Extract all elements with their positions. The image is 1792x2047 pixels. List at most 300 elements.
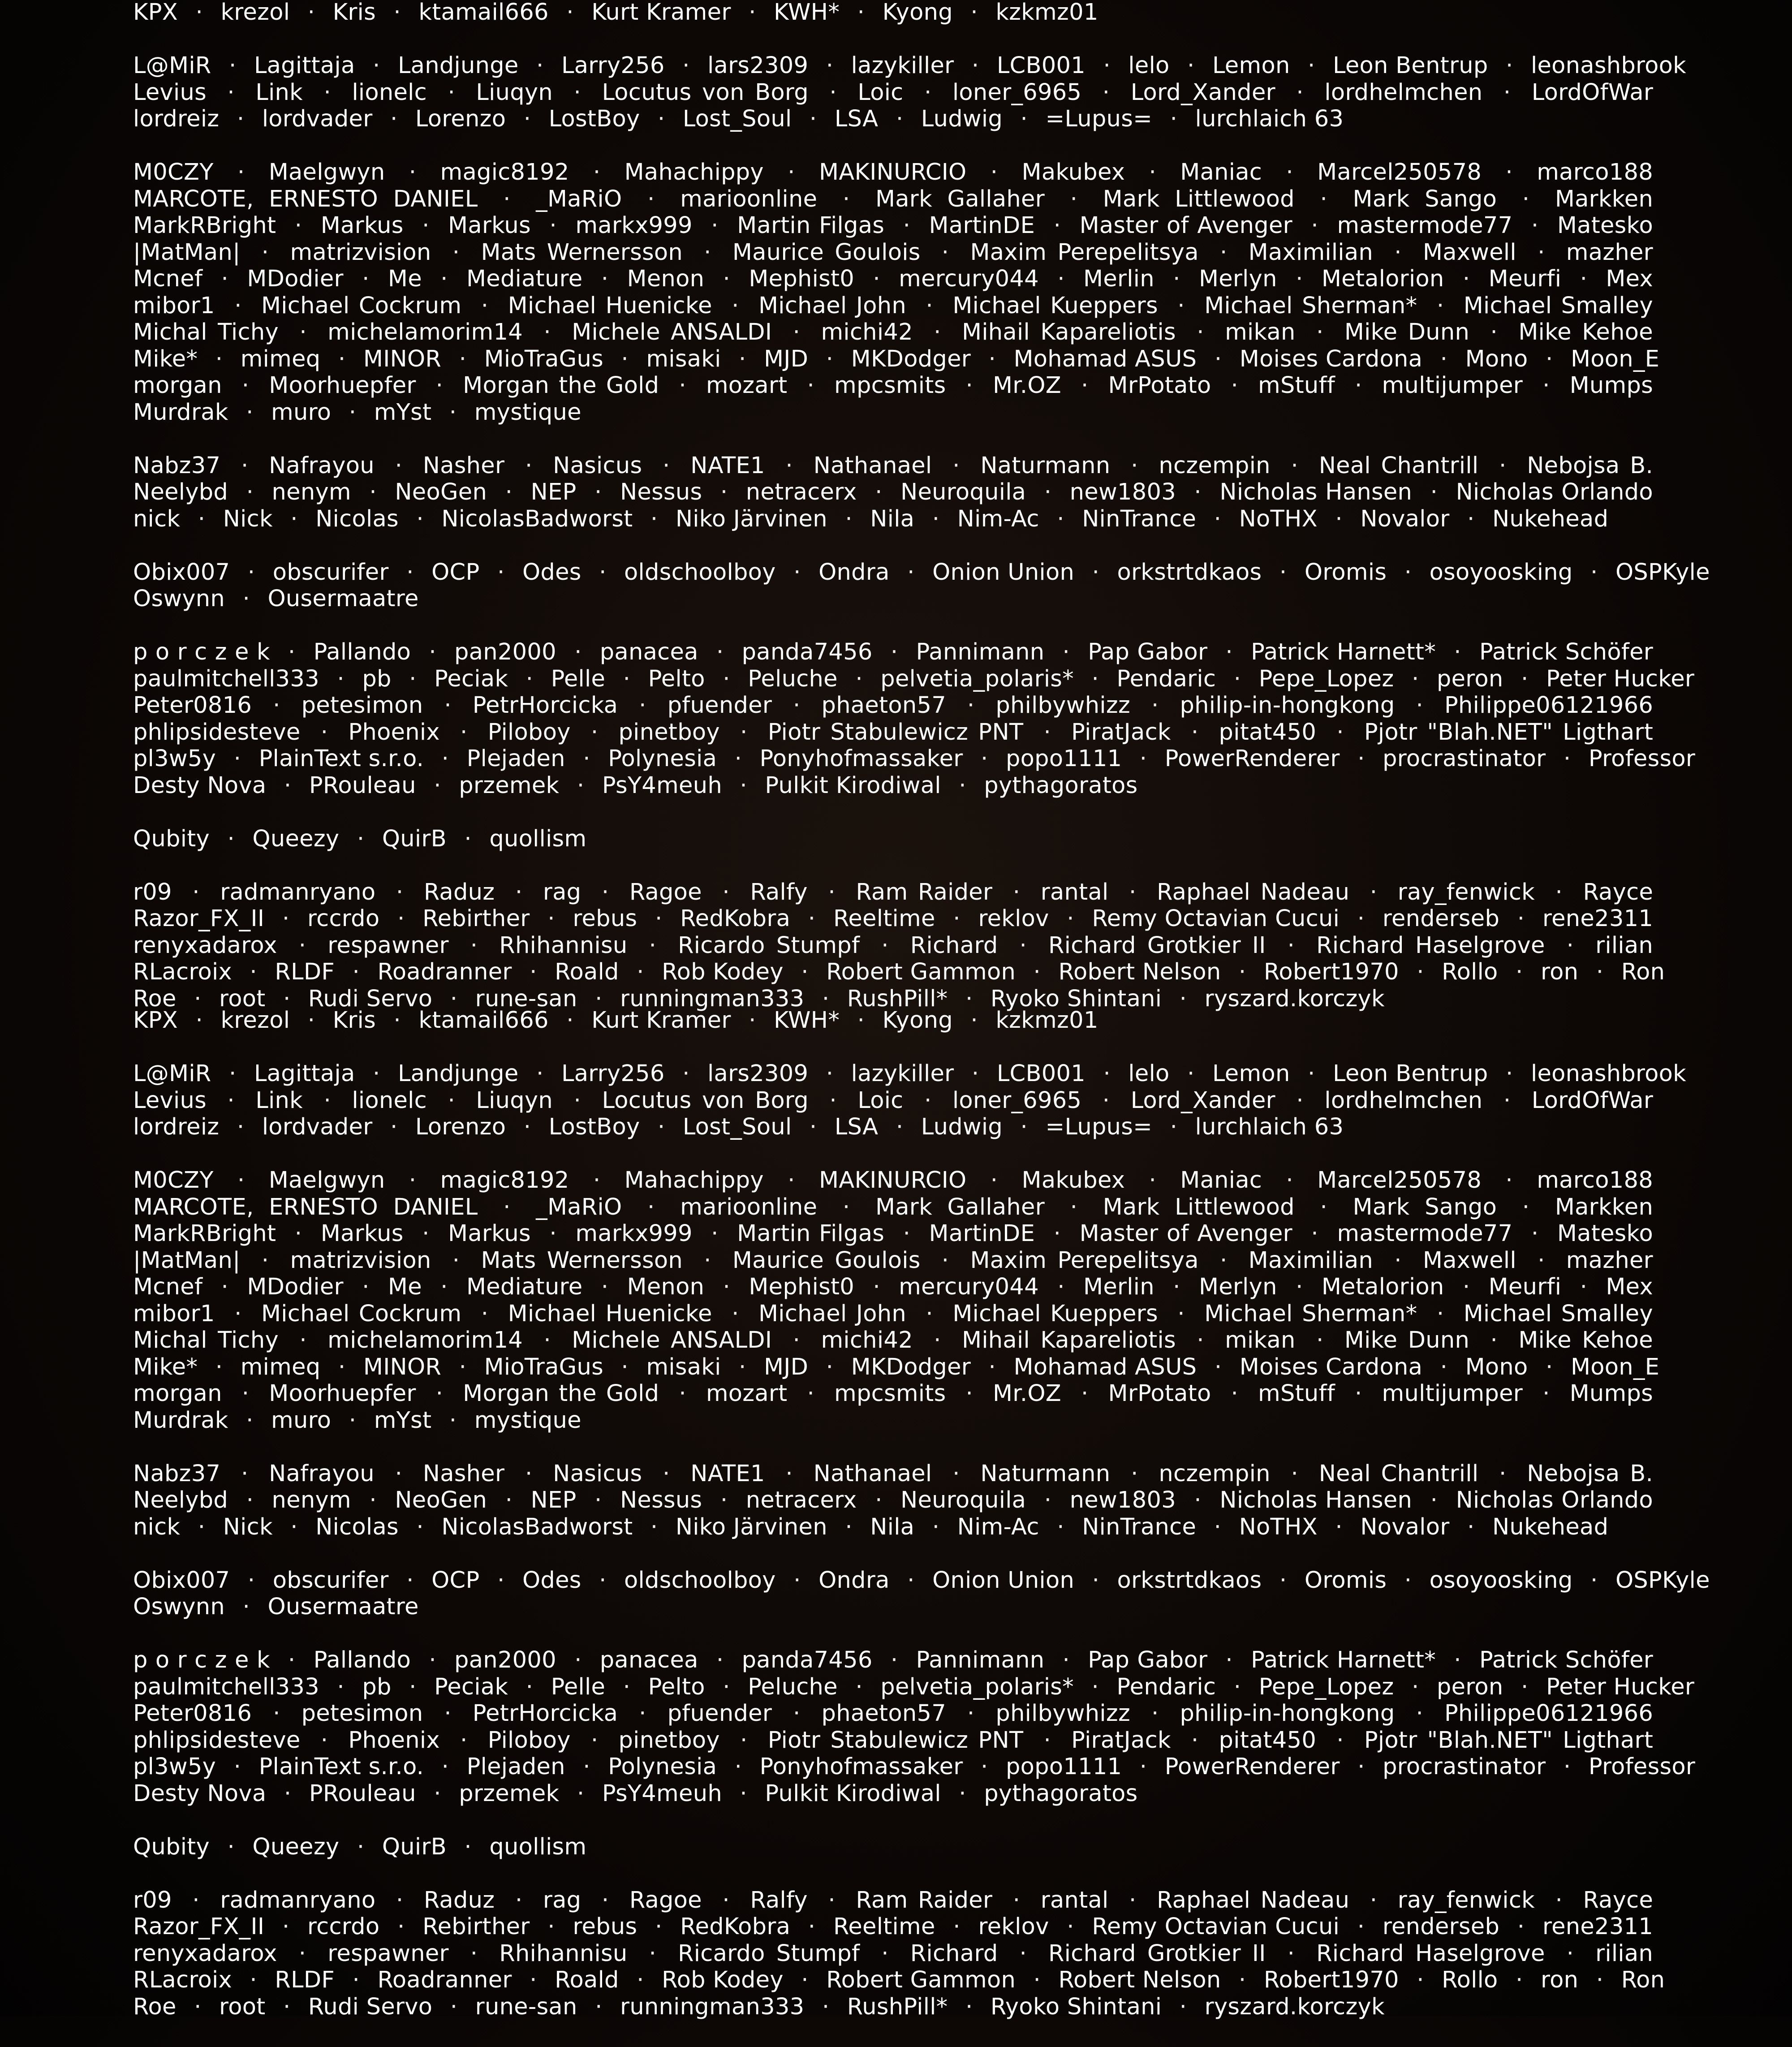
name-separator: · [192,1887,200,1913]
name-separator: · [873,266,880,292]
name-separator: · [809,1114,817,1140]
name-separator: · [637,1967,644,1993]
contributor-name: Pepe_Lopez [1258,1673,1394,1700]
contributor-name: OCP [431,559,480,586]
contributor-name: reklov [978,905,1049,932]
credit-line [133,1247,1653,1274]
name-separator: · [1517,1913,1525,1940]
name-separator: · [809,106,817,132]
name-separator: · [536,52,544,79]
name-separator: · [1521,665,1529,692]
name-separator: · [842,1194,850,1220]
name-separator: · [822,985,830,1012]
contributor-name: Rudi Servo [308,1993,433,2020]
credit-line [133,1487,1653,1514]
contributor-name: Mike* [133,345,198,372]
contributor-name: lurchlaich 63 [1195,1114,1344,1140]
name-separator: · [246,1407,254,1434]
name-separator: · [192,879,200,905]
name-separator: · [349,1407,357,1434]
name-separator: · [1057,1274,1065,1300]
contributor-name: pl3w5y [133,1754,216,1780]
contributor-name: Michael Smalley [1463,292,1653,319]
name-separator: · [1103,1060,1111,1087]
name-separator: · [503,185,511,212]
contributor-name: Onion Union [932,559,1075,586]
name-separator: · [435,1380,444,1407]
contributor-name: Nebojsa B. [1527,452,1653,479]
name-separator: · [299,1327,307,1353]
contributor-name: ryszard.korczyk [1204,985,1385,1012]
contributor-name: paulmitchell333 [133,665,319,692]
name-separator: · [990,159,998,185]
name-separator: · [1149,1167,1157,1194]
name-separator: · [1555,879,1563,905]
contributor-name: marco188 [1537,159,1653,185]
name-separator: · [1214,505,1222,532]
contributor-name: Pulkit Kirodiwal [765,772,941,799]
contributor-name: Moorhuepfer [269,372,416,399]
credit-line [133,665,1695,693]
credit-line [133,52,1686,79]
name-separator: · [362,1274,370,1300]
contributor-name: Pallando [313,639,411,665]
name-separator: · [406,559,414,586]
contributor-name: Piloboy [487,719,571,746]
name-separator: · [1296,266,1303,292]
name-separator: · [941,1247,949,1274]
contributor-name: Pjotr "Blah.NET" Ligthart [1364,1727,1654,1754]
name-separator: · [566,0,574,26]
name-separator: · [1436,292,1444,319]
name-separator: · [1012,879,1021,905]
contributor-name: Moorhuepfer [269,1380,416,1407]
contributor-name: Peciak [434,1673,508,1700]
contributor-name: netracerx [745,479,857,505]
name-separator: · [682,52,690,79]
name-separator: · [547,905,555,932]
name-separator: · [247,1567,255,1594]
contributor-name: MarkRBright [133,212,276,239]
contributor-name: Phoenix [348,1727,440,1754]
contributor-name: =Lupus= [1045,1114,1153,1140]
name-separator: · [1225,1647,1233,1673]
name-separator: · [194,985,202,1012]
name-separator: · [793,692,801,719]
name-separator: · [595,1993,603,2020]
name-separator: · [649,1940,657,1967]
name-separator: · [793,1327,801,1353]
name-separator: · [234,292,242,319]
name-separator: · [294,1220,302,1247]
name-separator: · [1020,1114,1028,1140]
contributor-name: Mephist0 [749,266,855,292]
name-separator: · [601,879,609,905]
contributor-name: Locutus von Borg [602,79,809,106]
name-separator: · [198,1513,206,1540]
contributor-name: rccrdo [307,905,380,932]
contributor-name: misaki [646,1353,721,1380]
contributor-name: Mumps [1569,372,1654,399]
name-separator: · [1308,1060,1315,1087]
contributor-name: NoTHX [1239,505,1318,532]
contributor-name: Makubex [1021,159,1125,185]
contributor-name: ktamail666 [418,0,549,26]
name-separator: · [1311,212,1318,239]
contributor-name: Nebojsa B. [1527,1460,1653,1487]
name-separator: · [965,1380,973,1407]
name-separator: · [1308,52,1315,79]
name-separator: · [543,319,551,345]
name-separator: · [650,1513,658,1540]
contributor-name: philip-in-hongkong [1180,1700,1395,1727]
contributor-name: M0CZY [133,159,214,185]
credit-group [133,159,1660,426]
name-separator: · [1538,1247,1545,1274]
name-separator: · [237,1114,245,1140]
name-separator: · [1404,559,1412,586]
contributor-name: mozart [706,372,788,399]
name-separator: · [395,452,403,479]
credit-line [133,1727,1653,1754]
contributor-name: Philippe06121966 [1444,692,1654,719]
credit-line [133,345,1660,373]
contributor-name: MartinDE [929,1220,1035,1247]
name-separator: · [981,746,988,772]
contributor-name: Master of Avenger [1079,212,1292,239]
name-separator: · [720,1487,728,1513]
contributor-name: Mono [1465,345,1528,372]
name-separator: · [903,1220,911,1247]
contributor-name: L@MiR [133,52,211,79]
contributor-name: mikan [1225,319,1296,345]
name-separator: · [1149,159,1157,185]
contributor-name: Markken [1555,1194,1654,1220]
name-separator: · [1357,1754,1365,1780]
credit-group [133,52,1686,133]
name-separator: · [657,106,665,132]
contributor-name: Kurt Kramer [591,1007,731,1034]
name-separator: · [1177,1300,1185,1327]
contributor-name: Pendaric [1116,665,1216,692]
name-separator: · [623,665,631,692]
name-separator: · [440,266,448,292]
name-separator: · [422,212,430,239]
name-separator: · [788,1167,795,1194]
name-separator: · [1436,1300,1444,1327]
contributor-name: mystique [474,399,582,426]
contributor-name: respawner [327,932,449,959]
name-separator: · [1320,1194,1327,1220]
contributor-name: Patrick Schöfer [1479,1647,1654,1673]
name-separator: · [716,1647,724,1673]
contributor-name: Rhihannisu [499,932,628,959]
contributor-name: Rudi Servo [308,985,433,1012]
name-separator: · [1179,985,1187,1012]
name-separator: · [1516,1967,1523,1993]
name-separator: · [215,345,223,372]
name-separator: · [637,959,644,985]
contributor-name: Mats Wernersson [481,1247,683,1274]
name-separator: · [1545,345,1553,372]
name-separator: · [237,106,245,132]
credit-line [133,0,1653,26]
name-separator: · [234,1300,242,1327]
contributor-name: r09 [133,1887,172,1913]
contributor-name: mimeq [240,345,321,372]
name-separator: · [390,1114,398,1140]
name-separator: · [320,1727,328,1754]
contributor-name: Ludwig [921,1114,1003,1140]
contributor-name: Mihail Kapareliotis [962,319,1176,345]
contributor-name: Obix007 [133,559,230,586]
contributor-name: michi42 [821,1327,913,1353]
contributor-name: Naturmann [980,452,1111,479]
name-separator: · [855,665,863,692]
contributor-name: Odes [522,559,582,586]
contributor-name: mastermode77 [1337,1220,1513,1247]
name-separator: · [1070,1194,1078,1220]
name-separator: · [1151,1700,1159,1727]
name-separator: · [903,212,911,239]
contributor-name: Nukehead [1492,1513,1609,1540]
contributor-name: pelvetia_polaris* [880,665,1074,692]
contributor-name: kzkmz01 [995,1007,1098,1034]
credit-group [133,1567,1710,1620]
name-separator: · [655,905,663,932]
name-separator: · [1566,932,1574,959]
name-separator: · [1187,52,1195,79]
credit-line [133,1834,1653,1861]
name-separator: · [785,452,793,479]
contributor-name: OSPKyle [1615,559,1710,586]
credit-group [133,1647,1696,1807]
credit-line [133,1220,1653,1247]
name-separator: · [959,1780,966,1807]
name-separator: · [448,1087,455,1114]
contributor-name: Ryoko Shintani [990,985,1162,1012]
credit-line [133,1994,1653,2021]
contributor-name: Nessus [620,479,702,505]
name-separator: · [1191,719,1199,746]
contributor-name: ryszard.korczyk [1204,1993,1385,2020]
name-separator: · [536,1060,544,1087]
name-separator: · [971,1060,979,1087]
contributor-name: Mephist0 [749,1274,855,1300]
contributor-name: Maurice Goulois [732,1247,921,1274]
name-separator: · [1355,1380,1362,1407]
contributor-name: petesimon [301,1700,423,1727]
credit-line [133,239,1653,266]
contributor-name: Phoenix [348,719,440,746]
credit-line [133,1087,1653,1114]
contributor-name: |MatMan| [133,239,241,266]
name-separator: · [896,1114,904,1140]
contributor-name: morgan [133,1380,222,1407]
contributor-name: pan2000 [454,639,556,665]
name-separator: · [523,106,531,132]
name-separator: · [1020,106,1028,132]
contributor-name: Robert1970 [1263,959,1399,985]
contributor-name: leonashbrook [1531,1060,1686,1087]
contributor-name: Lost_Soul [682,106,792,132]
contributor-name: new1803 [1069,1487,1176,1513]
contributor-name: RLacroix [133,959,232,985]
contributor-name: Queezy [252,825,340,852]
contributor-name: respawner [327,1940,449,1967]
name-separator: · [1091,1673,1099,1700]
name-separator: · [924,79,932,106]
name-separator: · [395,1460,403,1487]
contributor-name: runningman333 [620,985,805,1012]
credit-line [133,212,1653,239]
name-separator: · [362,266,370,292]
contributor-name: pfuender [667,1700,772,1727]
contributor-name: mystique [474,1407,582,1434]
name-separator: · [228,1060,237,1087]
contributor-name: Neelybd [133,1487,228,1513]
name-separator: · [1335,1513,1343,1540]
name-separator: · [1057,505,1064,532]
name-separator: · [1404,1567,1412,1594]
name-separator: · [711,1220,719,1247]
name-separator: · [284,1780,292,1807]
contributor-name: muro [271,1407,332,1434]
contributor-name: p o r c z e k [133,1647,270,1673]
name-separator: · [357,1833,365,1860]
contributor-name: przemek [459,772,560,799]
name-separator: · [525,1460,533,1487]
contributor-name: Loic [857,1087,904,1114]
name-separator: · [601,1887,609,1913]
contributor-name: radmanryano [220,1887,376,1913]
contributor-name: Peluche [748,1673,838,1700]
name-separator: · [566,1007,574,1034]
contributor-name: Richard Grotkier II [1048,932,1266,959]
contributor-name: Mike Dunn [1344,319,1470,345]
contributor-name: Lagittaja [254,1060,355,1087]
contributor-name: philbywhizz [995,692,1131,719]
contributor-name: michi42 [821,319,913,345]
contributor-name: lordreiz [133,1114,220,1140]
name-separator: · [416,1513,424,1540]
contributor-name: Markus [448,212,531,239]
name-separator: · [1517,905,1525,932]
credits-list [133,0,1710,1039]
name-separator: · [734,746,742,772]
name-separator: · [801,1967,809,1993]
contributor-name: Niko Järvinen [675,1513,827,1540]
contributor-name: pythagoratos [984,1780,1138,1807]
contributor-name: Desty Nova [133,772,267,799]
contributor-name: krezol [220,0,290,26]
contributor-name: markx999 [575,212,693,239]
contributor-name: rag [543,879,582,905]
name-separator: · [890,1647,898,1673]
contributor-name: RushPill* [847,1993,948,2020]
contributor-name: lordvader [262,1114,373,1140]
name-separator: · [655,1913,663,1940]
name-separator: · [1590,1567,1598,1594]
name-separator: · [932,1513,940,1540]
name-separator: · [397,905,405,932]
contributor-name: PsY4meuh [602,1780,722,1807]
name-separator: · [283,1993,291,2020]
credit-line [133,1194,1653,1221]
contributor-name: MINOR [363,345,442,372]
name-separator: · [450,1993,458,2020]
contributor-name: lionelc [352,79,427,106]
contributor-name: Richard Haselgrove [1316,932,1545,959]
contributor-name: Leon Bentrup [1333,1060,1488,1087]
contributor-name: mercury044 [899,1274,1039,1300]
contributor-name: Michael Sherman* [1204,292,1417,319]
contributor-name: osoyoosking [1429,559,1573,586]
name-separator: · [807,372,814,399]
credit-group [133,1461,1653,1541]
contributor-name: new1803 [1069,479,1176,505]
contributor-name: Mex [1606,266,1653,292]
contributor-name: nczempin [1159,1460,1271,1487]
name-separator: · [1092,559,1100,586]
contributor-name: LordOfWar [1531,1087,1654,1114]
credit-line [133,746,1696,772]
contributor-name: PowerRenderer [1164,1754,1340,1780]
name-separator: · [459,345,467,372]
name-separator: · [577,1780,585,1807]
contributor-name: oldschoolboy [624,1567,776,1594]
contributor-name: Meurfi [1488,1274,1562,1300]
credit-line [133,506,1653,533]
name-separator: · [406,1567,414,1594]
name-separator: · [953,905,961,932]
name-separator: · [1102,79,1110,106]
name-separator: · [953,1913,961,1940]
contributor-name: popo1111 [1005,1754,1122,1780]
name-separator: · [924,1087,932,1114]
contributor-name: PRouleau [309,772,416,799]
contributor-name: Michael Kueppers [952,292,1158,319]
contributor-name: Richard [910,1940,998,1967]
name-separator: · [1296,1087,1304,1114]
name-separator: · [1102,1087,1110,1114]
contributor-name: pitat450 [1219,1727,1317,1754]
name-separator: · [1291,452,1299,479]
name-separator: · [298,1940,306,1967]
contributor-name: Nicolas [315,1513,399,1540]
name-separator: · [704,1247,711,1274]
contributor-name: Patrick Harnett* [1251,639,1436,665]
contributor-name: pinetboy [618,1727,720,1754]
contributor-name: Liuqyn [476,1087,553,1114]
contributor-name: Ousermaatre [267,586,419,612]
name-separator: · [1467,505,1475,532]
name-separator: · [1070,185,1078,212]
name-separator: · [1067,905,1074,932]
contributor-name: Maurice Goulois [732,239,921,266]
contributor-name: rag [543,1887,582,1913]
contributor-name: MrPotato [1108,372,1211,399]
name-separator: · [369,1487,377,1513]
name-separator: · [740,719,748,746]
contributor-name: rantal [1040,1887,1109,1913]
name-separator: · [601,1274,609,1300]
credit-line [133,1407,1653,1434]
contributor-name: Onion Union [932,1567,1075,1594]
contributor-name: rune-san [475,985,577,1012]
contributor-name: philbywhizz [995,1700,1131,1727]
contributor-name: Robert Nelson [1058,959,1221,985]
